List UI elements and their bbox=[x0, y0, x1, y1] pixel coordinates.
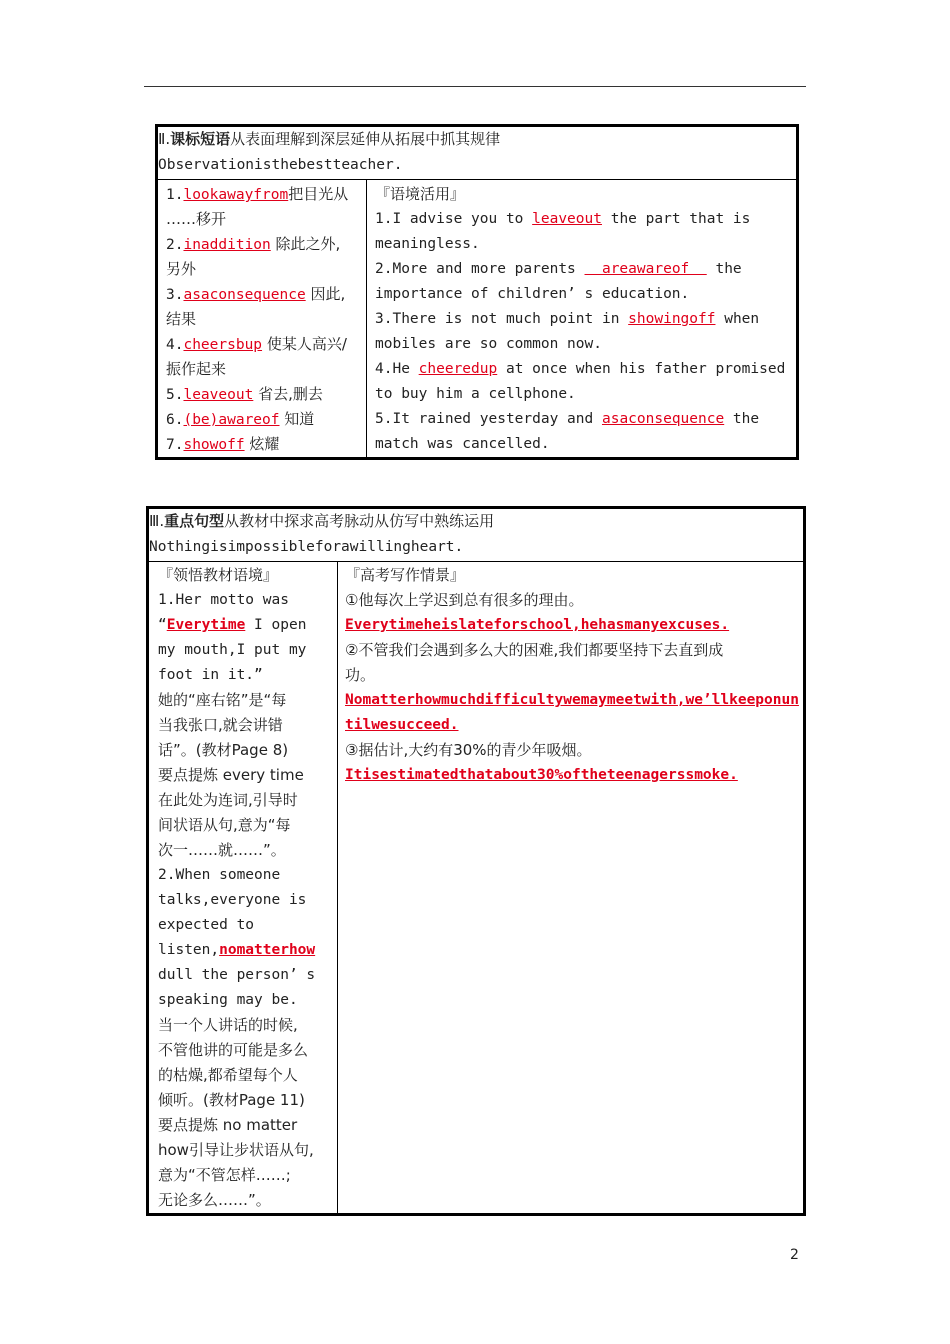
section-motto: Nothingisimpossibleforawillingheart. bbox=[149, 539, 464, 555]
sentence-answer: cheeredup bbox=[418, 361, 498, 377]
phrase-item: 7.showoff 炫耀 bbox=[166, 435, 280, 453]
phrase-answer: inaddition bbox=[183, 237, 271, 253]
pattern-answer: Everytime bbox=[166, 617, 246, 633]
section-subtitle: 从表面理解到深层延伸从拓展中抓其规律 bbox=[230, 130, 501, 148]
scenario-chinese: ①他每次上学迟到总有很多的理由。 bbox=[345, 591, 584, 609]
phrase-answer: cheersbup bbox=[183, 337, 263, 353]
sentence-answer: leaveout bbox=[532, 211, 602, 227]
phrase-answer: lookawayfrom bbox=[183, 187, 289, 203]
section-title: 课标短语 bbox=[170, 130, 231, 148]
phrase-item: 4.cheersbup 使某人高兴/ 振作起来 bbox=[166, 335, 347, 378]
section-motto: Observationisthebestteacher. bbox=[158, 157, 403, 173]
phrases-table bbox=[155, 124, 799, 460]
section-title: 重点句型 bbox=[164, 512, 225, 530]
scenario-answer: Nomatterhowmuchdifficultywemaymeetwith,we’llkeeponun bbox=[345, 692, 799, 708]
context-usage bbox=[367, 180, 798, 459]
scenario-chinese: ③据估计,大约有30%的青少年吸烟。 bbox=[345, 741, 592, 759]
section-number: Ⅲ. bbox=[149, 512, 165, 530]
section-number: Ⅱ. bbox=[158, 130, 171, 148]
scenario-answer: Everytimeheislateforschool,hehasmanyexcuses. bbox=[345, 617, 730, 633]
phrase-item: 1.lookawayfrom把目光从 ……移开 bbox=[166, 185, 349, 228]
phrase-answer: showoff bbox=[183, 437, 245, 453]
phrase-answer: (be)awareof bbox=[183, 412, 280, 428]
sentence-answer: showingoff bbox=[628, 311, 716, 327]
context-sentence: 1.I advise you to leaveout the part that is meaningless. bbox=[375, 211, 751, 252]
context-sentence: 2.More and more parents areawareof the importance of children’ s education. bbox=[375, 261, 742, 302]
scenario-chinese: ②不管我们会遇到多么大的困难,我们都要坚持下去直到成 bbox=[345, 641, 724, 659]
section-subtitle: 从教材中探求高考脉动从仿写中熟练运用 bbox=[224, 512, 495, 530]
phrase-item: 5.leaveout 省去,删去 bbox=[166, 385, 323, 403]
right-title: 『高考写作情景』 bbox=[345, 566, 466, 584]
phrases-list bbox=[157, 180, 367, 459]
sentence-answer: asaconsequence bbox=[601, 411, 725, 427]
left-title: 『领悟教材语境』 bbox=[158, 566, 279, 584]
phrase-item: 6.(be)awareof 知道 bbox=[166, 410, 315, 428]
scenario-answer: Itisestimatedthatabout30%oftheteenagerssmoke. bbox=[345, 767, 738, 783]
page-number: 2 bbox=[790, 1247, 799, 1263]
phrase-item: 3.asaconsequence 因此, 结果 bbox=[166, 285, 346, 328]
context-sentence: 4.He cheeredup at once when his father promised to buy him a cellphone. bbox=[375, 361, 786, 402]
header-rule bbox=[144, 86, 806, 87]
sentence-patterns-table bbox=[146, 506, 806, 1216]
phrase-answer: leaveout bbox=[183, 387, 254, 403]
pattern-answer: nomatterhow bbox=[219, 942, 316, 958]
writing-scenarios: 『高考写作情景』 ①他每次上学迟到总有很多的理由。 Everytimeheislateforschool,hehasmanyexcuses. ②不管我们会遇到多么大的困难,我们都要坚持下去直到成 功。 Nomatterhowmuchdifficultywemaymeetwith,we’llkeeponun tilwesucceed. ③据估计,大约有30%的青少年吸烟。 Itisestimatedthatabout30%oftheteenagerssmoke. bbox=[338, 562, 805, 1215]
phrase-item: 2.inaddition 除此之外, 另外 bbox=[166, 235, 341, 278]
context-sentence: 3.There is not much point in showingoff when mobiles are so common now. bbox=[375, 311, 760, 352]
sentence-answer: areawareof bbox=[584, 261, 707, 277]
textbook-context: 『领悟教材语境』 1.Her motto was “Everytime I open my mouth,I put my foot in it.” 她的“座右铭”是“每 当我张口,就会讲错 话”。(教材Page 8) 要点提炼 every time 在此处为连词,引导时 间状语从句,意为“每 次一……就……”。 2.When someone talks,everyone is expected to listen,nomatterhow dull the person’ s speaking may be. 当一个人讲话的时候, 不管他讲的可能是多么 的枯燥,都希望每个人 倾听。(教材Page 11) 要点提炼 no matter how引导让步状语从句, 意为“不管怎样……; 无论多么……”。 bbox=[148, 562, 338, 1215]
context-sentence: 5.It rained yesterday and asaconsequence the match was cancelled. bbox=[375, 411, 760, 452]
phrase-answer: asaconsequence bbox=[183, 287, 306, 303]
patterns-header bbox=[148, 508, 805, 562]
context-title: 『语境活用』 bbox=[375, 185, 466, 203]
phrases-header bbox=[157, 126, 798, 180]
